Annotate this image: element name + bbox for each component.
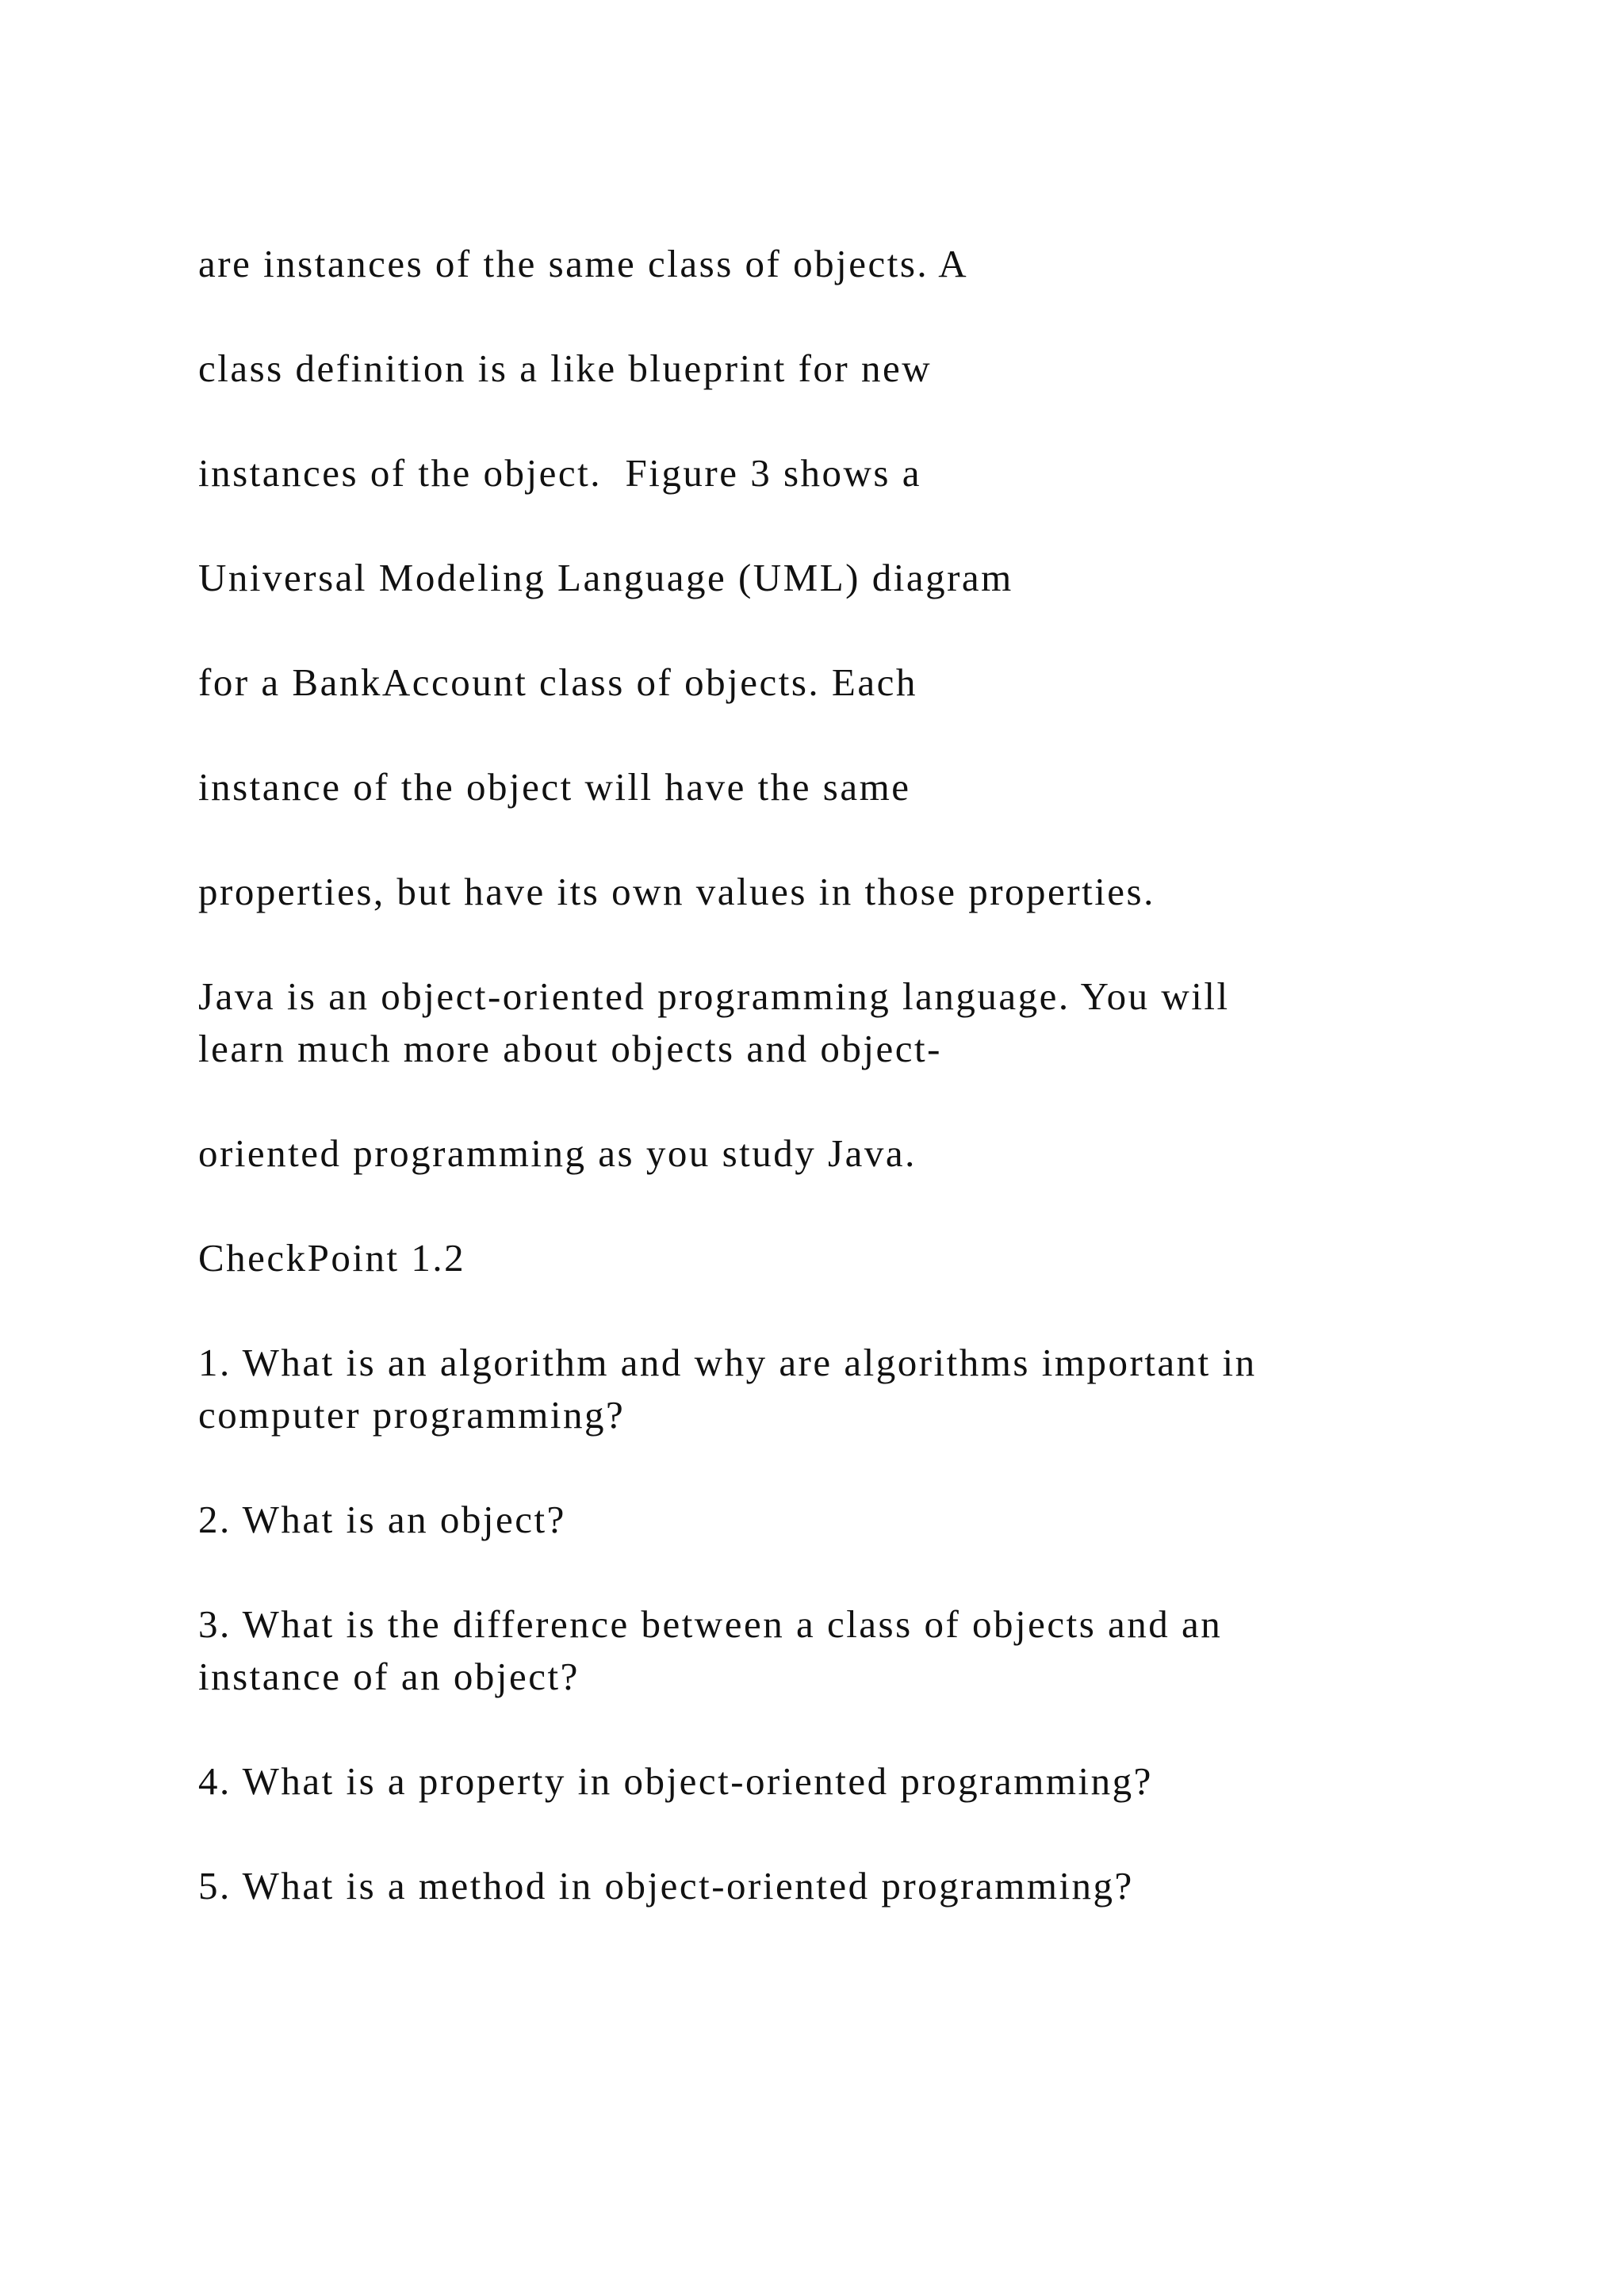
- paragraph: class definition is a like blueprint for new: [198, 346, 933, 390]
- question-1: 1. What is an algorithm and why are algorithms important in computer programming?: [198, 1341, 1257, 1437]
- document-body: [198, 238, 1483, 1965]
- question-3: 3. What is the difference between a class of objects and an instance of an object?: [198, 1602, 1223, 1698]
- paragraph: properties, but have its own values in those properties.: [198, 870, 1155, 913]
- question-2: 2. What is an object?: [198, 1498, 566, 1541]
- paragraph: for a BankAccount class of objects. Each: [198, 660, 917, 704]
- question-4: 4. What is a property in object-oriented programming?: [198, 1759, 1153, 1803]
- paragraph: instance of the object will have the same: [198, 765, 911, 809]
- paragraph: oriented programming as you study Java.: [198, 1131, 917, 1175]
- paragraph: Java is an object-oriented programming language. You will learn much more about objects and object-: [198, 974, 1230, 1070]
- section-heading-checkpoint: CheckPoint 1.2: [198, 1236, 466, 1280]
- question-5: 5. What is a method in object-oriented programming?: [198, 1864, 1134, 1908]
- paragraph: Universal Modeling Language (UML) diagram: [198, 556, 1013, 599]
- paragraph: are instances of the same class of objects. A: [198, 242, 969, 285]
- paragraph: instances of the object. Figure 3 shows a: [198, 451, 921, 495]
